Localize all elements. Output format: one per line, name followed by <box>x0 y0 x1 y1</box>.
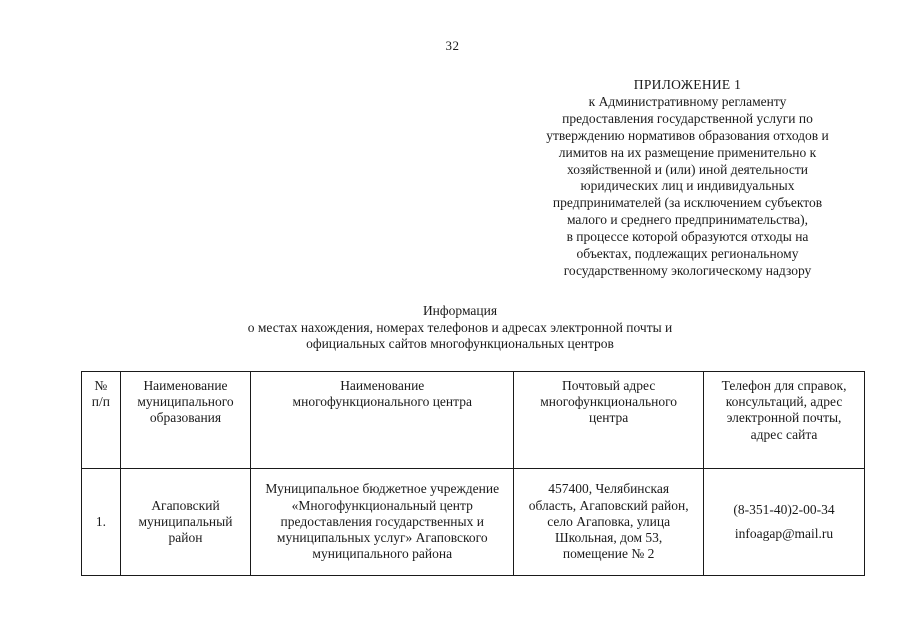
info-title-line: о местах нахождения, номерах телефонов и адресах электронной почты и <box>247 319 673 335</box>
info-title-line: Информация <box>422 303 498 318</box>
header-center <box>251 372 514 469</box>
cell-text: муниципальных услуг» Агаповского <box>276 530 488 546</box>
row-center <box>251 469 514 576</box>
cell-text: район <box>168 530 203 546</box>
appendix-line: утверждению нормативов образования отходов и <box>546 127 829 143</box>
row-contacts <box>704 469 865 576</box>
cell-text: предоставления государственных и <box>280 513 484 529</box>
header-text: адрес сайта <box>750 426 818 442</box>
header-text: центра <box>589 410 629 426</box>
header-num <box>82 372 121 469</box>
header-address <box>514 372 704 469</box>
page-number: 32 <box>445 38 460 53</box>
header-text: многофункционального <box>540 394 678 410</box>
phone-number: (8-351-40)2-00-34 <box>733 502 835 518</box>
header-text: консультаций, адрес <box>725 394 843 410</box>
cell-text: село Агаповка, улица <box>547 513 671 529</box>
header-text: Почтовый адрес <box>561 378 656 393</box>
appendix-line: объектах, подлежащих региональному <box>576 246 799 262</box>
header-phone <box>704 372 865 469</box>
email-address: infoagap@mail.ru <box>734 525 834 541</box>
appendix-line: предпринимателей (за исключением субъектов <box>552 195 823 211</box>
info-title <box>150 303 770 353</box>
header-text: п/п <box>91 394 110 410</box>
appendix-heading: ПРИЛОЖЕНИЕ 1 <box>633 77 742 92</box>
cell-text: муниципальный <box>138 513 233 529</box>
table-row <box>82 469 865 576</box>
header-text: муниципального <box>137 394 234 410</box>
header-text: электронной почты, <box>726 410 842 426</box>
table-header-row <box>82 372 865 469</box>
cell-text: Агаповский <box>151 497 220 513</box>
header-text: образования <box>149 410 222 426</box>
cell-text: область, Агаповский район, <box>528 497 689 513</box>
header-text: многофункционального центра <box>292 394 472 410</box>
cell-text: 457400, Челябинская <box>548 481 670 497</box>
header-text: Телефон для справок, <box>721 378 847 393</box>
cell-text: помещение № 2 <box>562 546 655 562</box>
appendix-line: к Административному регламенту <box>588 93 787 109</box>
mfc-table <box>81 371 865 576</box>
cell-text: Муниципальное бюджетное учреждение <box>265 481 500 497</box>
header-text: № <box>94 378 108 393</box>
appendix-line: малого и среднего предпринимательства), <box>566 212 809 228</box>
cell-text: Школьная, дом 53, <box>555 530 663 546</box>
header-text: Наименование <box>340 378 425 393</box>
cell-text: муниципального района <box>312 546 453 562</box>
appendix-line: предоставления государственной услуги по <box>562 110 813 126</box>
row-address <box>514 469 704 576</box>
row-number: 1. <box>82 469 121 576</box>
info-title-line: официальных сайтов многофункциональных центров <box>306 336 614 351</box>
appendix-block <box>520 77 855 280</box>
appendix-line: лимитов на их размещение применительно к <box>558 144 817 160</box>
row-municipality <box>120 469 251 576</box>
header-text: Наименование <box>143 378 228 393</box>
appendix-line: юридических лиц и индивидуальных <box>580 178 795 194</box>
appendix-line: хозяйственной и (или) иной деятельности <box>567 161 808 177</box>
appendix-line: государственному экологическому надзору <box>563 262 812 278</box>
appendix-line: в процессе которой образуются отходы на <box>566 229 809 245</box>
header-municipality <box>120 372 251 469</box>
cell-text: «Многофункциональный центр <box>291 497 473 513</box>
